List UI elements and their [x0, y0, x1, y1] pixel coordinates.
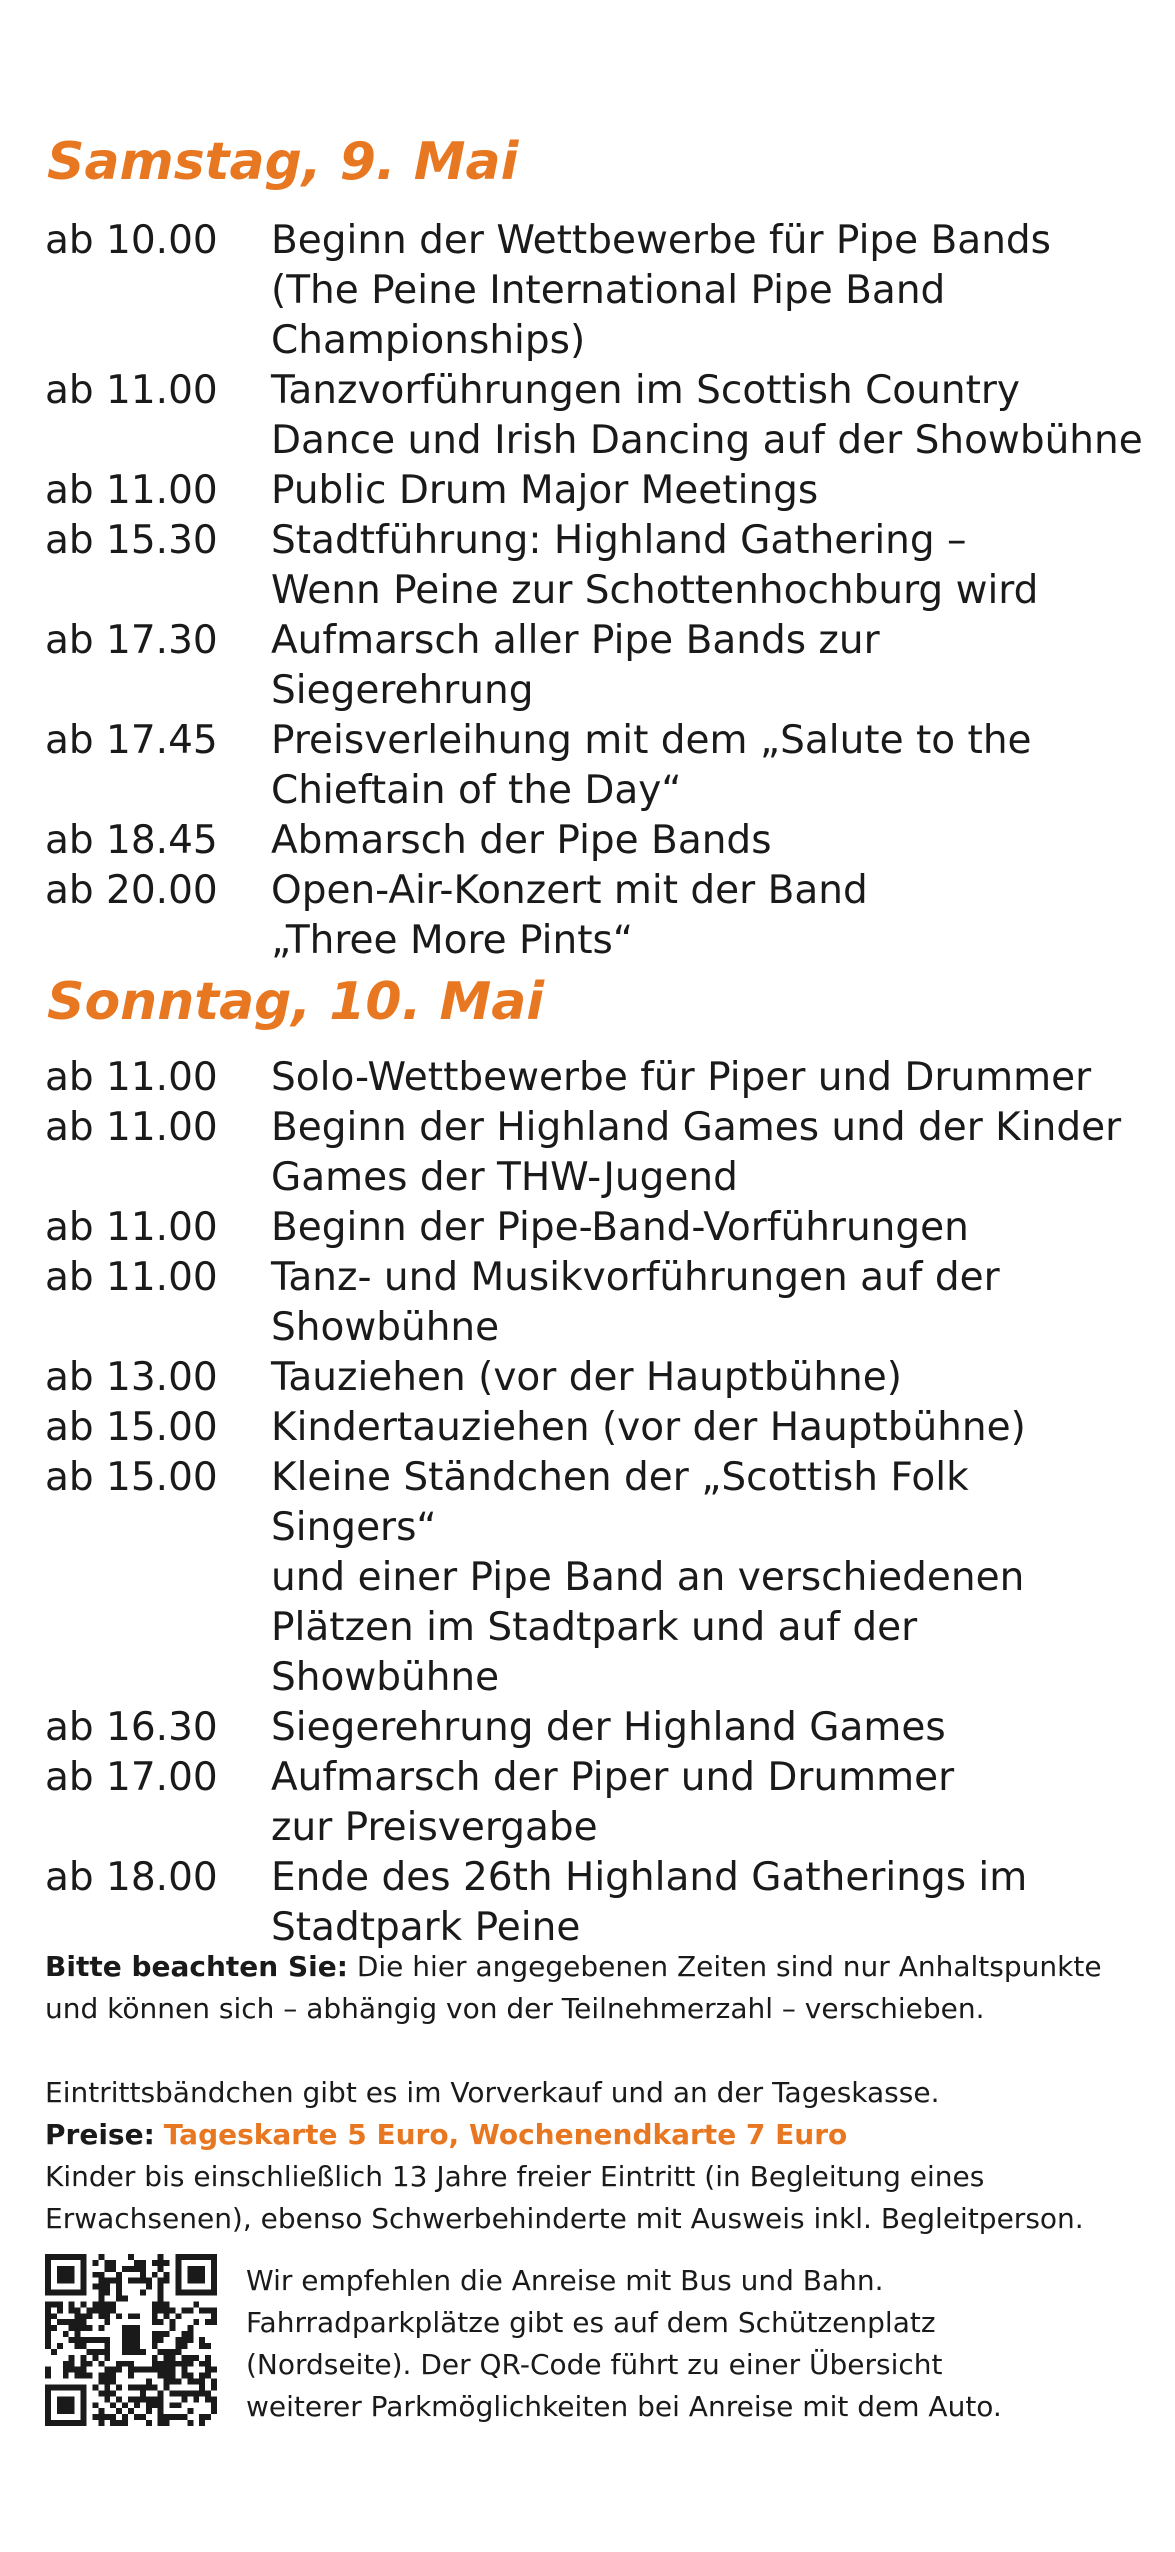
schedule-event: Kindertauziehen (vor der Hauptbühne) [271, 1405, 1026, 1450]
schedule-event: Stadtführung: Highland Gathering – Wenn Peine zur Schottenhochburg wird [271, 518, 1039, 613]
attention-text: Die hier angegebenen Zeiten sind nur Anhaltspunkte und können sich – abhängig von der Teilnehmerzahl – verschieben. [45, 1950, 1102, 2025]
schedule-time: ab 11.00 [45, 368, 218, 413]
schedule-row [45, 1353, 1145, 1403]
schedule-time: ab 20.00 [45, 868, 218, 913]
schedule-row [45, 366, 1145, 466]
schedule-time: ab 17.45 [45, 718, 218, 763]
schedule-row [45, 1203, 1145, 1253]
schedule-row [45, 216, 1145, 366]
schedule-row [45, 616, 1145, 716]
schedule-time: ab 13.00 [45, 1355, 218, 1400]
schedule-event: Beginn der Highland Games und der Kinder Games der THW-Jugend [271, 1105, 1122, 1200]
prices-label: Preise: [45, 2118, 155, 2151]
saturday-heading: Samstag, 9. Mai [47, 132, 519, 192]
schedule-event: Ende des 26th Highland Gatherings im Stadtpark Peine [271, 1855, 1028, 1950]
schedule-event: Beginn der Wettbewerbe für Pipe Bands (The Peine International Pipe Band Championships) [271, 218, 1051, 363]
qr-code-icon[interactable] [45, 2254, 217, 2426]
schedule-time: ab 17.30 [45, 618, 218, 663]
schedule-row [45, 516, 1145, 616]
schedule-row [45, 1453, 1145, 1703]
schedule-time: ab 11.00 [45, 1105, 218, 1150]
children-note: Kinder bis einschließlich 13 Jahre freier Eintritt (in Begleitung eines Erwachsenen), ebenso Schwerbehinderte mit Ausweis inkl. Begleitperson. [45, 2160, 1084, 2235]
sunday-schedule [45, 1053, 1145, 1953]
notes-section [45, 1946, 1145, 2240]
schedule-event: Tauziehen (vor der Hauptbühne) [271, 1355, 902, 1400]
travel-note: Wir empfehlen die Anreise mit Bus und Bahn. Fahrradparkplätze gibt es auf dem Schützenplatz (Nordseite). Der QR-Code führt zu einer Übersicht weiterer Parkmöglichkeiten bei Anreise mit dem Auto. [246, 2264, 1002, 2423]
schedule-row [45, 1103, 1145, 1203]
attention-note [45, 1946, 1145, 2030]
tickets-note: Eintrittsbändchen gibt es im Vorverkauf und an der Tageskasse. [45, 2076, 940, 2109]
schedule-time: ab 11.00 [45, 1055, 218, 1100]
schedule-event: Aufmarsch aller Pipe Bands zur Siegerehrung [271, 618, 880, 713]
schedule-row [45, 1053, 1145, 1103]
attention-label: Bitte beachten Sie: [45, 1950, 348, 1983]
schedule-time: ab 11.00 [45, 468, 218, 513]
schedule-time: ab 17.00 [45, 1755, 218, 1800]
sunday-heading: Sonntag, 10. Mai [47, 972, 545, 1032]
schedule-row [45, 466, 1145, 516]
schedule-event: Solo-Wettbewerbe für Piper und Drummer [271, 1055, 1092, 1100]
prices-note [45, 2114, 1145, 2156]
schedule-time: ab 15.30 [45, 518, 218, 563]
schedule-event: Tanz- und Musikvorführungen auf der Showbühne [271, 1255, 1000, 1350]
schedule-time: ab 10.00 [45, 218, 218, 263]
saturday-schedule [45, 216, 1145, 966]
schedule-time: ab 11.00 [45, 1205, 218, 1250]
schedule-time: ab 11.00 [45, 1255, 218, 1300]
schedule-time: ab 18.00 [45, 1855, 218, 1900]
schedule-row [45, 1703, 1145, 1753]
schedule-row [45, 1253, 1145, 1353]
schedule-time: ab 18.45 [45, 818, 218, 863]
schedule-row [45, 1853, 1145, 1953]
schedule-event: Tanzvorführungen im Scottish Country Dance und Irish Dancing auf der Showbühne [271, 368, 1143, 463]
schedule-event: Public Drum Major Meetings [271, 468, 819, 513]
prices-value: Tageskarte 5 Euro, Wochenendkarte 7 Euro [163, 2118, 848, 2151]
schedule-row [45, 716, 1145, 816]
schedule-row [45, 1753, 1145, 1853]
schedule-row [45, 1403, 1145, 1453]
schedule-time: ab 15.00 [45, 1455, 218, 1500]
schedule-event: Open-Air-Konzert mit der Band „Three More Pints“ [271, 868, 868, 963]
schedule-time: ab 15.00 [45, 1405, 218, 1450]
schedule-event: Abmarsch der Pipe Bands [271, 818, 772, 863]
schedule-row [45, 866, 1145, 966]
schedule-event: Preisverleihung mit dem „Salute to the Chieftain of the Day“ [271, 718, 1032, 813]
schedule-row [45, 816, 1145, 866]
schedule-event: Siegerehrung der Highland Games [271, 1705, 946, 1750]
schedule-event: Kleine Ständchen der „Scottish Folk Singers“ und einer Pipe Band an verschiedenen Plätzen im Stadtpark und auf der Showbühne [271, 1455, 1025, 1700]
schedule-event: Aufmarsch der Piper und Drummer zur Preisvergabe [271, 1755, 955, 1850]
schedule-event: Beginn der Pipe-Band-Vorführungen [271, 1205, 969, 1250]
schedule-time: ab 16.30 [45, 1705, 218, 1750]
